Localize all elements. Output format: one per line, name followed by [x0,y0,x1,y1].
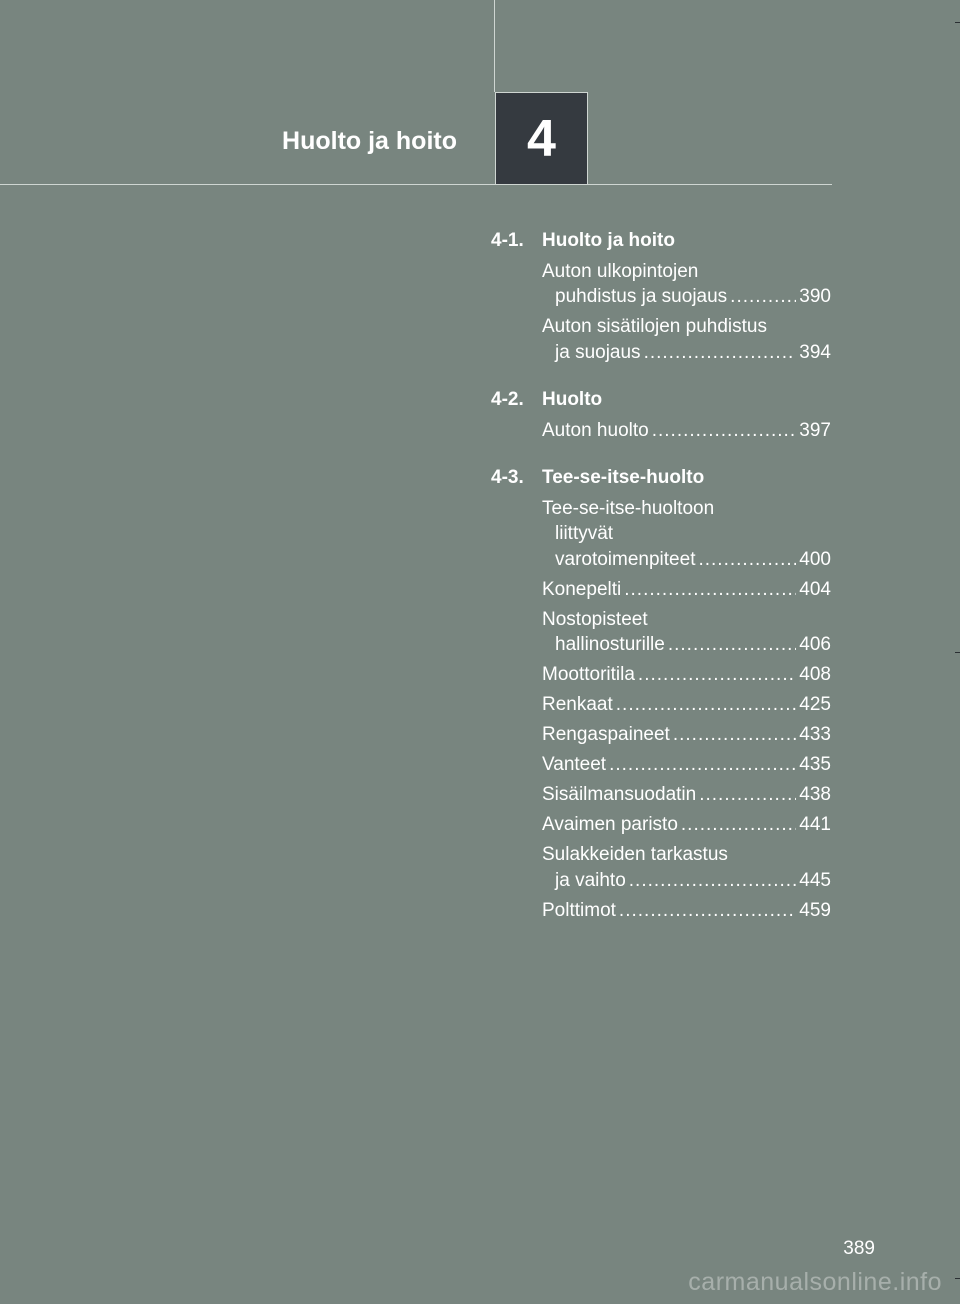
entry-line [542,662,831,688]
entry-page-number: 390 [799,286,831,307]
entry-page-number: 404 [799,578,831,600]
entry-text: Auton sisätilojen puhdistus [542,316,767,337]
entry-text: ja suojaus [555,341,641,363]
entry-text: Moottoritila [542,664,635,685]
entry-text: Nostopisteet [542,608,648,630]
entry-page-number: 445 [799,869,831,891]
entry-line [542,782,831,808]
entry-line [542,898,831,924]
toc-entry[interactable] [542,782,831,808]
entry-text: Vanteet [542,754,607,775]
crop-mark [955,22,960,23]
dot-leader [668,632,796,658]
section-heading [491,387,831,413]
chapter-number: 4 [527,109,556,168]
toc-entry[interactable] [542,418,831,444]
entry-text: Sulakkeiden tarkastus [542,844,728,865]
dot-leader [616,692,797,718]
dot-leader [638,662,796,688]
entry-line [542,752,831,778]
dot-leader [644,340,797,366]
toc-entry[interactable] [542,812,831,838]
toc-entry[interactable] [542,842,831,893]
toc-entry[interactable] [542,607,831,658]
entry-page-number: 441 [799,814,831,835]
dot-leader [619,898,796,924]
entry-line [542,521,831,547]
section-title: Tee-se-itse-huolto [542,467,705,488]
entry-text: puhdistus ja suojaus [555,286,728,307]
entry-line [542,340,831,366]
toc-entry[interactable] [542,752,831,778]
entry-page-number: 400 [799,548,831,570]
header-divider-vertical [494,0,495,92]
section-number: 4-3. [491,467,524,488]
chapter-number-tab [495,92,588,185]
toc-entry[interactable] [542,662,831,688]
entry-text: Konepelti [542,578,622,600]
table-of-contents [491,228,831,945]
entry-line [542,284,831,310]
entry-line [542,577,831,603]
watermark: carmanualsonline.info [688,1268,942,1296]
entry-text: hallinosturille [555,634,665,655]
dot-leader [698,547,796,573]
entry-line [542,496,831,522]
entry-page-number: 406 [799,634,831,655]
entry-line [542,547,831,573]
toc-entry[interactable] [542,898,831,924]
entry-text: liittyvät [555,523,614,544]
dot-leader [624,577,796,603]
section-title: Huolto [542,389,603,410]
toc-entry[interactable] [542,496,831,573]
entry-page-number: 397 [799,419,831,441]
section-heading [491,228,831,254]
entry-text: Auton ulkopintojen [542,260,699,282]
section-number: 4-2. [491,389,524,410]
entry-page-number: 425 [799,694,831,715]
toc-entry[interactable] [542,722,831,748]
entry-line [542,692,831,718]
entry-text: Avaimen paristo [542,814,678,835]
section-heading [491,465,831,491]
dot-leader [652,418,797,444]
section-title: Huolto ja hoito [542,230,675,251]
entry-text: Tee-se-itse-huoltoon [542,497,715,519]
toc-section [491,465,831,923]
toc-section [491,228,831,365]
entry-line [542,812,831,838]
dot-leader [629,868,797,894]
entry-page-number: 433 [799,724,831,745]
header-rule [0,184,832,185]
dot-leader [681,812,796,838]
chapter-title: Huolto ja hoito [282,127,457,155]
entry-text: Renkaat [542,694,613,715]
entry-text: Auton huolto [542,419,649,441]
crop-mark [955,1278,960,1279]
entry-text: Rengaspaineet [542,724,670,745]
entry-line [542,868,831,894]
entry-page-number: 394 [799,341,831,363]
dot-leader [609,752,796,778]
entry-line [542,722,831,748]
entry-line [542,259,831,285]
entry-page-number: 435 [799,754,831,775]
dot-leader [730,284,796,310]
entry-page-number: 408 [799,664,831,685]
toc-entry[interactable] [542,259,831,310]
entry-line [542,632,831,658]
entry-text: ja vaihto [555,869,626,891]
entry-line [542,607,831,633]
toc-entry[interactable] [542,314,831,365]
toc-entry[interactable] [542,692,831,718]
entry-text: varotoimenpiteet [555,548,696,570]
dot-leader [699,782,796,808]
entry-line [542,314,831,340]
toc-section [491,387,831,443]
entry-page-number: 459 [799,899,831,921]
dot-leader [673,722,796,748]
page-number: 389 [843,1238,875,1259]
entry-page-number: 438 [799,784,831,805]
entry-line [542,842,831,868]
entry-text: Sisäilmansuodatin [542,784,697,805]
toc-entry[interactable] [542,577,831,603]
crop-mark [955,652,960,653]
entry-line [542,418,831,444]
entry-text: Polttimot [542,899,616,921]
section-number: 4-1. [491,230,524,251]
